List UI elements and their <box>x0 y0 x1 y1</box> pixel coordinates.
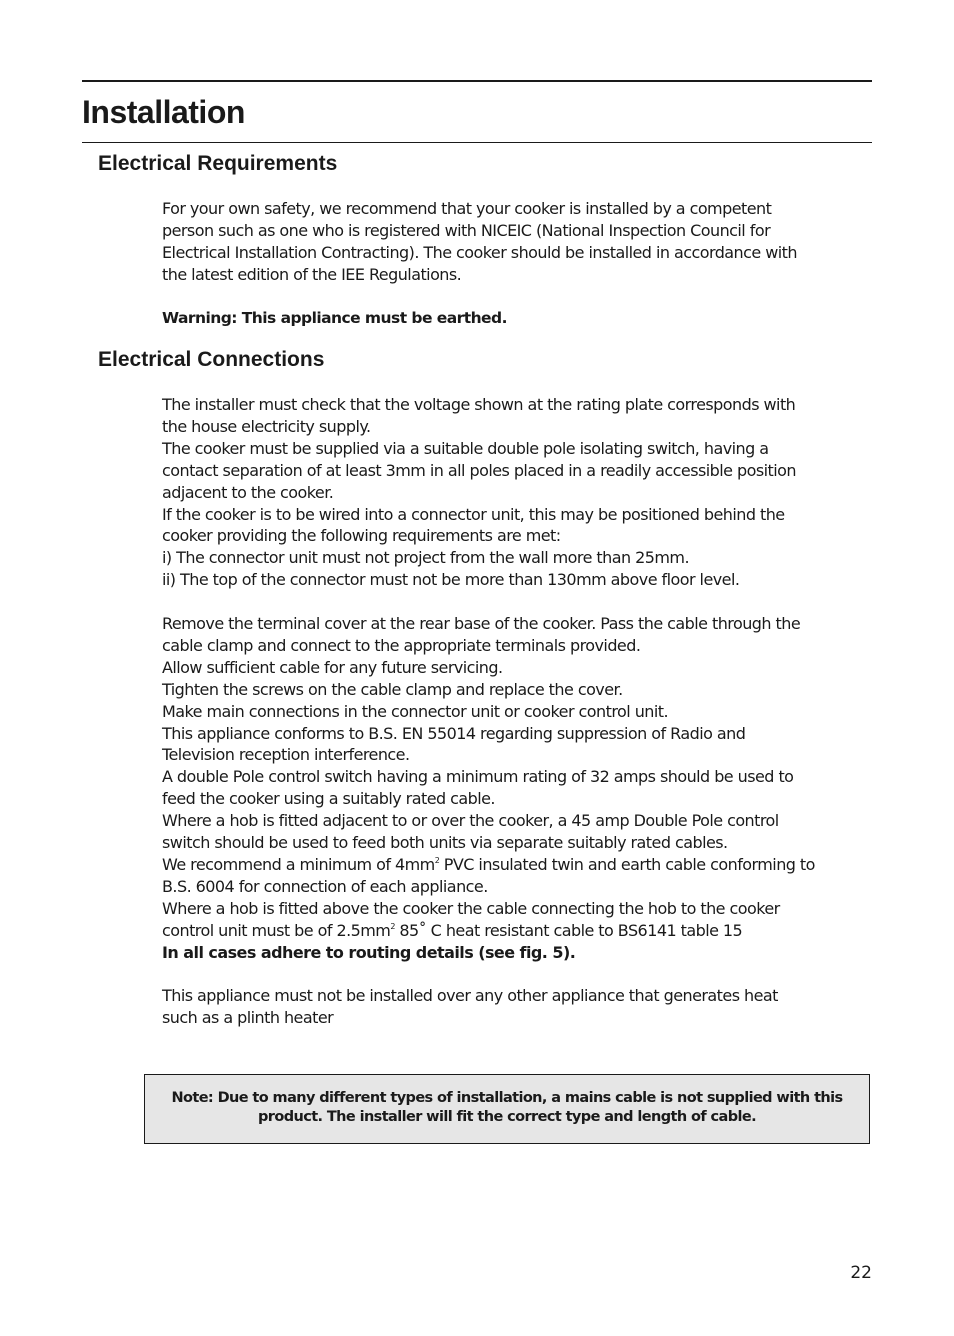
paragraph-line: B.S. 6004 for connection of each appliance. <box>162 876 488 896</box>
section-heading-electrical-connections: Electrical Connections <box>98 348 325 371</box>
paragraph-line: Remove the terminal cover at the rear base of the cooker. Pass the cable through the <box>162 614 801 634</box>
paragraph-line: person such as one who is registered with NICEIC (National Inspection Council for <box>162 220 771 240</box>
paragraph-line: cooker providing the following requirements are met: <box>162 526 561 546</box>
paragraph-gap <box>162 591 867 613</box>
paragraph-line: Allow sufficient cable for any future servicing. <box>162 657 503 677</box>
paragraph-line: The cooker must be supplied via a suitable double pole isolating switch, having a <box>162 438 769 458</box>
paragraph-line: This appliance must not be installed over any other appliance that generates heat <box>162 986 778 1006</box>
routing-instruction: In all cases adhere to routing details (see fig. 5). <box>162 942 576 962</box>
paragraph-line: such as a plinth heater <box>162 1008 334 1028</box>
paragraph-line: the house electricity supply. <box>162 416 371 436</box>
paragraph-line: cable clamp and connect to the appropriate terminals provided. <box>162 635 641 655</box>
paragraph-line: This appliance conforms to B.S. EN 55014 regarding suppression of Radio and <box>162 723 746 743</box>
paragraph-line: For your own safety, we recommend that your cooker is installed by a competent <box>162 199 772 218</box>
paragraph-gap <box>162 286 867 308</box>
paragraph-line: ii) The top of the connector must not be more than 130mm above floor level. <box>162 570 740 590</box>
paragraph-line: Where a hob is fitted adjacent to or over the cooker, a 45 amp Double Pole control <box>162 811 779 831</box>
electrical-connections-body <box>162 394 867 1029</box>
paragraph-line: contact separation of at least 3mm in all poles placed in a readily accessible position <box>162 460 796 480</box>
title-underline-rule <box>82 142 872 143</box>
paragraph-line: switch should be used to feed both units via separate suitably rated cables. <box>162 833 728 853</box>
paragraph-line: Television reception interference. <box>162 745 410 765</box>
paragraph-line: The installer must check that the voltage shown at the rating plate corresponds with <box>162 395 796 414</box>
paragraph-line: If the cooker is to be wired into a connector unit, this may be positioned behind the <box>162 504 785 524</box>
note-box <box>144 1074 870 1144</box>
electrical-requirements-body <box>162 198 867 329</box>
page-title: Installation <box>82 94 245 130</box>
paragraph-line: A double Pole control switch having a minimum rating of 32 amps should be used to <box>162 767 794 787</box>
page-number: 22 <box>850 1263 872 1283</box>
paragraph-gap <box>162 964 867 986</box>
paragraph-line: Make main connections in the connector unit or cooker control unit. <box>162 701 669 721</box>
note-line: Note: Due to many different types of installation, a mains cable is not supplied with this <box>171 1090 843 1106</box>
cable-spec-line: We recommend a minimum of $4mm^2$ PVC insulated twin and earth cable conforming to <box>162 855 815 875</box>
paragraph-line: feed the cooker using a suitably rated cable. <box>162 789 495 809</box>
paragraph-line: Electrical Installation Contracting). The cooker should be installed in accordance with <box>162 242 797 262</box>
paragraph-line: Tighten the screws on the cable clamp and replace the cover. <box>162 679 623 699</box>
note-line: product. The installer will fit the correct type and length of cable. <box>258 1109 756 1125</box>
section-heading-electrical-requirements: Electrical Requirements <box>98 152 338 175</box>
top-rule <box>82 80 872 82</box>
hob-cable-spec-line: control unit must be of $2.5mm^2$ 85˚ C heat resistant cable to BS6141 table 15 <box>162 920 743 940</box>
earth-warning: Warning: This appliance must be earthed. <box>162 308 507 327</box>
paragraph-line: Where a hob is fitted above the cooker the cable connecting the hob to the cooker <box>162 898 780 918</box>
paragraph-line: i) The connector unit must not project from the wall more than 25mm. <box>162 548 689 568</box>
paragraph-line: adjacent to the cooker. <box>162 482 334 502</box>
paragraph-line: the latest edition of the IEE Regulations. <box>162 264 462 284</box>
